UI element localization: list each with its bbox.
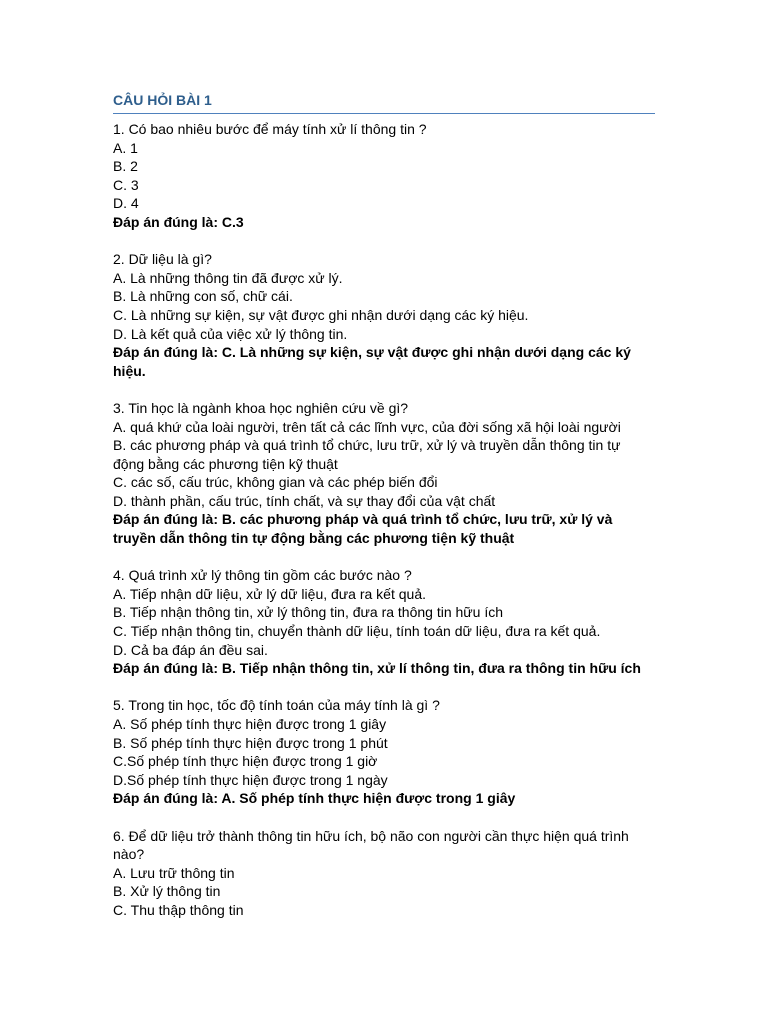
question-text: 4. Quá trình xử lý thông tin gồm các bước nào ?	[113, 567, 412, 584]
question-4	[113, 566, 655, 678]
option-c: C. 3	[113, 176, 139, 193]
option-c: C. các số, cấu trúc, không gian và các phép biến đổi	[113, 474, 438, 491]
option-a: A. Số phép tính thực hiện được trong 1 giây	[113, 716, 387, 732]
option-c: C. Tiếp nhận thông tin, chuyển thành dữ liệu, tính toán dữ liệu, đưa ra kết quả.	[113, 623, 601, 640]
option-a: A. Là những thông tin đã được xử lý.	[113, 269, 343, 286]
question-text: 2. Dữ liệu là gì?	[113, 251, 212, 268]
answer-line: Đáp án đúng là: C. Là những sự kiện, sự vật được ghi nhận dưới dạng các ký hiệu.	[113, 344, 631, 379]
answer-line: Đáp án đúng là: C.3	[113, 213, 244, 230]
question-text: 3. Tin học là ngành khoa học nghiên cứu về gì?	[113, 399, 409, 416]
option-b: B. Là những con số, chữ cái.	[113, 288, 293, 305]
option-b: B. các phương pháp và quá trình tổ chức, lưu trữ, xử lý và truyền dẫn thông tin tự động bằng các phương tiện kỹ thuật	[113, 437, 621, 472]
question-2	[113, 250, 655, 380]
question-3	[113, 399, 655, 548]
option-c: C. Thu thập thông tin	[113, 901, 244, 918]
question-6	[113, 827, 655, 920]
option-b: B. 2	[113, 158, 138, 175]
option-a: A. quá khứ của loài người, trên tất cả các lĩnh vực, của đời sống xã hội loài người	[113, 418, 621, 435]
option-b: B. Số phép tính thực hiện được trong 1 phút	[113, 734, 388, 751]
question-text: 5. Trong tin học, tốc độ tính toán của máy tính là gì ?	[113, 697, 440, 714]
option-d: D. 4	[113, 195, 139, 212]
question-1	[113, 120, 655, 232]
option-c: C. Là những sự kiện, sự vật được ghi nhận dưới dạng các ký hiệu.	[113, 306, 529, 323]
option-a: A. 1	[113, 139, 138, 156]
option-d: D. Cả ba đáp án đều sai.	[113, 641, 268, 658]
option-d: D.Số phép tính thực hiện được trong 1 ngày	[113, 771, 388, 788]
answer-line: Đáp án đúng là: A. Số phép tính thực hiện được trong 1 giây	[113, 790, 516, 807]
option-a: A. Tiếp nhận dữ liệu, xử lý dữ liệu, đưa ra kết quả.	[113, 585, 426, 602]
option-d: D. thành phần, cấu trúc, tính chất, và sự thay đổi của vật chất	[113, 492, 496, 509]
option-d: D. Là kết quả của việc xử lý thông tin.	[113, 325, 348, 342]
answer-line: Đáp án đúng là: B. các phương pháp và quá trình tổ chức, lưu trữ, xử lý và truyền dẫn thông tin tự động bằng các phương tiện kỹ thuật	[113, 511, 613, 547]
answer-line: Đáp án đúng là: B. Tiếp nhận thông tin, xử lí thông tin, đưa ra thông tin hữu ích	[113, 660, 641, 677]
option-b: B. Xử lý thông tin	[113, 883, 221, 900]
option-a: A. Lưu trữ thông tin	[113, 864, 235, 881]
question-text: 1. Có bao nhiêu bước để máy tính xử lí thông tin ?	[113, 121, 427, 137]
question-5	[113, 696, 655, 808]
question-text: 6. Để dữ liệu trở thành thông tin hữu ích, bộ não con người cần thực hiện quá trình nào?	[113, 827, 629, 863]
option-b: B. Tiếp nhận thông tin, xử lý thông tin, đưa ra thông tin hữu ích	[113, 604, 504, 621]
document-page	[113, 90, 655, 938]
document-title: CÂU HỎI BÀI 1	[113, 90, 655, 114]
option-c: C.Số phép tính thực hiện được trong 1 giờ	[113, 753, 378, 770]
